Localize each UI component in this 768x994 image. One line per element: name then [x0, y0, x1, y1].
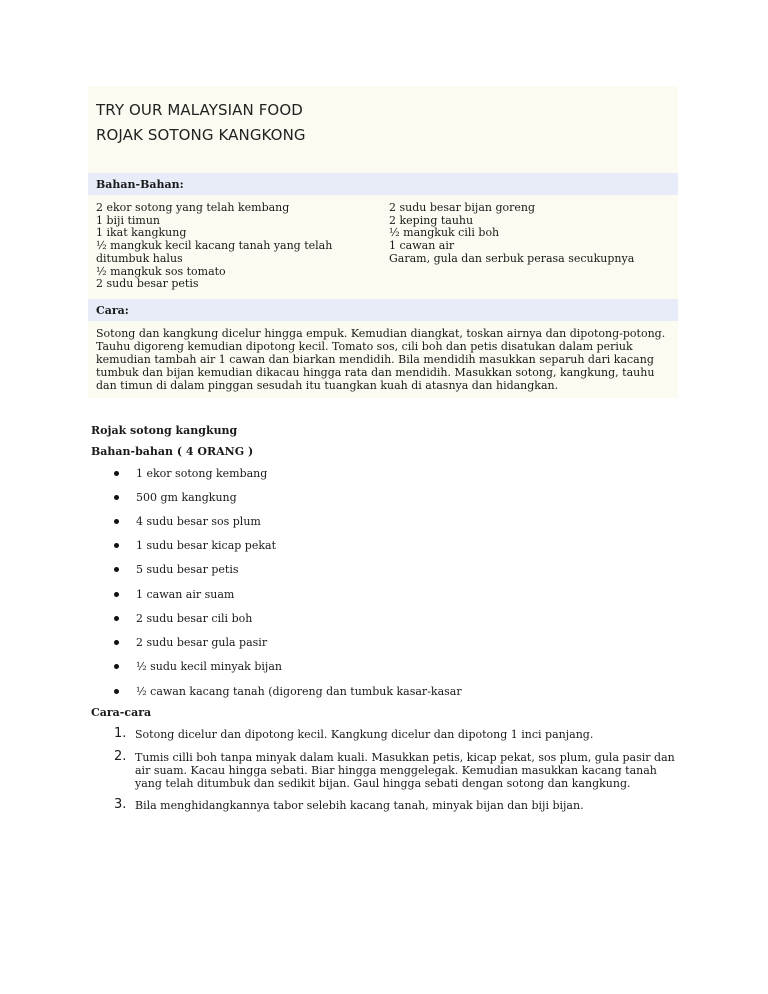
step-text: Sotong dicelur dan dipotong kecil. Kangkung dicelur dan dipotong 1 inci panjang.: [135, 728, 594, 741]
recipe2-bahan-heading: Bahan-bahan ( 4 ORANG ): [91, 445, 254, 458]
bullet-icon: [114, 567, 119, 572]
ingredient-item: 1 biji timun: [96, 213, 161, 227]
bullet-icon: [114, 640, 119, 645]
step-text: Bila menghidangkannya tabor selebih kacang tanah, minyak bijan dan biji bijan.: [135, 799, 584, 812]
cara-label: Cara:: [96, 304, 129, 317]
ingredients-right-column: [389, 202, 674, 266]
ingredient-item: 1 cawan air: [389, 239, 455, 253]
step-text: Tumis cilli boh tanpa minyak dalam kuali. Masukkan petis, kicap pekat, sos plum, gula pasir dan air suam. Kacau hingga sebati. Biar hingga menggelegak. Kemudian masukkan kacang tanah yang telah ditumbuk dan sedikit bijan. Gaul hingga sebati dengan sotong dan kangkung.: [135, 751, 675, 790]
ingredients-left-column: [96, 202, 366, 291]
cara-header-bar: [88, 299, 678, 321]
cara-paragraph: Sotong dan kangkung dicelur hingga empuk. Kemudian diangkat, toskan airnya dan dipotong-potong. Tauhu digoreng kemudian dipotong kecil. Tomato sos, cili boh dan petis disatukan dalam periuk kemudian tambah air 1 cawan dan biarkan mendidih. Bila mendidih masukkan separuh dari kacang tumbuk dan bijan kemudian dikacau hingga rata dan mendidih. Masukkan sotong, kangkung, tauhu dan timun di dalam pinggan sesudah itu tuangkan kuah di atasnya dan hidangkan.: [96, 327, 666, 392]
bullet-icon: [114, 592, 119, 597]
bullet-icon: [114, 495, 119, 500]
card-title-line1: TRY OUR MALAYSIAN FOOD: [96, 101, 303, 119]
ingredient-item: ½ mangkuk kecil kacang tanah yang telah ditumbuk halus: [96, 239, 333, 265]
bullet-icon: [114, 519, 119, 524]
bullet-icon: [114, 616, 119, 621]
ingredient-item: ½ mangkuk sos tomato: [96, 264, 226, 278]
bullet-icon: [114, 689, 119, 694]
step-number: 2.: [114, 749, 127, 764]
step-number: 3.: [114, 797, 127, 812]
ingredient-item: 1 ikat kangkung: [96, 226, 187, 240]
bahan-label: Bahan-Bahan:: [96, 178, 184, 191]
ingredient-item: 2 keping tauhu: [389, 213, 474, 227]
bullet-icon: [114, 471, 119, 476]
ingredient-item: 2 sudu besar bijan goreng: [389, 201, 536, 214]
bullet-icon: [114, 664, 119, 669]
ingredient-item: ½ mangkuk cili boh: [389, 226, 500, 240]
recipe2-cara-heading: Cara-cara: [91, 706, 152, 719]
card-title-line2: ROJAK SOTONG KANGKONG: [96, 126, 306, 144]
ingredient-item: 2 sudu besar petis: [96, 277, 199, 291]
ingredient-item: Garam, gula dan serbuk perasa secukupnya: [389, 251, 635, 265]
ingredient-item: 2 ekor sotong yang telah kembang: [96, 201, 290, 214]
recipe2-title: Rojak sotong kangkung: [91, 424, 238, 437]
bullet-icon: [114, 543, 119, 548]
step-number: 1.: [114, 726, 127, 741]
